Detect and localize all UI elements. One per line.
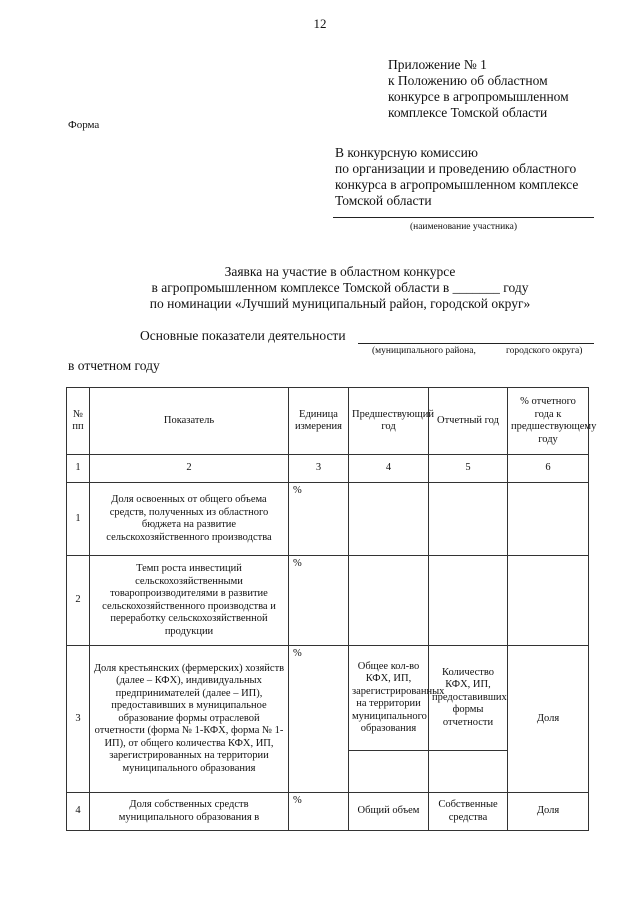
- application-title-line: Заявка на участие в областном конкурсе: [224, 264, 456, 279]
- row-indicator: Доля собственных средств муниципального образования в: [90, 793, 289, 831]
- row-unit: %: [289, 556, 349, 646]
- commission-line: В конкурсную комиссию: [335, 145, 478, 160]
- header-report-year: Отчетный год: [429, 388, 508, 455]
- municipality-name-line[interactable]: [358, 343, 594, 344]
- column-number: 1: [67, 455, 90, 483]
- row-indicator: Доля освоенных от общего объема средств, полученных из областного бюджета на развитие сельскохозяйственного производства: [90, 483, 289, 556]
- row-unit: %: [289, 793, 349, 831]
- appendix-line: Приложение № 1: [388, 57, 487, 72]
- row-report-year-cell[interactable]: [429, 751, 508, 793]
- column-number: 3: [289, 455, 349, 483]
- header-num: № пп: [67, 388, 90, 455]
- commission-line: по организации и проведению областного: [335, 161, 577, 176]
- row-percent-label: Доля: [508, 646, 589, 793]
- participant-caption: (наименование участника): [409, 222, 518, 232]
- header-indicator: Показатель: [90, 388, 289, 455]
- commission-line: конкурса в агропромышленном комплексе: [335, 177, 579, 192]
- row-prev-year-cell[interactable]: [349, 556, 429, 646]
- indicators-label: Основные показатели деятельности: [140, 328, 346, 343]
- table-row: [67, 556, 589, 646]
- row-report-year-label: Собственные средства: [429, 793, 508, 831]
- row-report-year-cell[interactable]: [429, 556, 508, 646]
- table-row: [67, 646, 589, 751]
- municipality-caption-right: городского округа): [506, 346, 583, 356]
- row-unit: %: [289, 483, 349, 556]
- table-row: [67, 793, 589, 831]
- commission-line: Томской области: [335, 193, 432, 208]
- year-label: в отчетном году: [68, 358, 160, 373]
- appendix-line: комплексе Томской области: [388, 105, 548, 120]
- row-num: 2: [67, 556, 90, 646]
- application-title: [100, 264, 580, 312]
- column-number: 5: [429, 455, 508, 483]
- municipality-caption-left: (муниципального района,: [372, 346, 476, 356]
- appendix-line: к Положению об областном: [388, 73, 548, 88]
- header-prev-year: Предшествующий год: [349, 388, 429, 455]
- row-percent-cell[interactable]: [508, 556, 589, 646]
- form-label: Форма: [68, 119, 100, 131]
- appendix-line: конкурсе в агропромышленном: [388, 89, 569, 104]
- row-percent-cell[interactable]: [508, 483, 589, 556]
- row-prev-year-label: Общий объем: [349, 793, 429, 831]
- table-row: [67, 483, 589, 556]
- row-prev-year-cell[interactable]: [349, 751, 429, 793]
- table-header-row: [67, 388, 589, 455]
- appendix-header: [388, 57, 569, 121]
- column-number-row: [67, 455, 589, 483]
- row-report-year-cell[interactable]: [429, 483, 508, 556]
- row-num: 1: [67, 483, 90, 556]
- row-percent-label: Доля: [508, 793, 589, 831]
- row-prev-year-label: Общее кол-во КФХ, ИП, зарегистрированных на территории муниципального образования: [349, 646, 429, 751]
- row-prev-year-cell[interactable]: [349, 483, 429, 556]
- application-title-line: по номинации «Лучший муниципальный район, городской округ»: [149, 296, 531, 311]
- column-number: 6: [508, 455, 589, 483]
- page-number: 12: [313, 16, 327, 31]
- row-num: 4: [67, 793, 90, 831]
- row-num: 3: [67, 646, 90, 793]
- column-number: 4: [349, 455, 429, 483]
- column-number: 2: [90, 455, 289, 483]
- application-title-line: в агропромышленном комплексе Томской области в _______ году: [151, 280, 529, 295]
- indicators-table: [66, 387, 597, 831]
- row-unit: %: [289, 646, 349, 793]
- commission-address: [335, 145, 578, 209]
- row-indicator: Темп роста инвестиций сельскохозяйственными товаропроизводителями в развитие сельскохозяйственного производства и переработку сельскохозяйственной продукции: [90, 556, 289, 646]
- header-percent: % отчетного года к предшествующему году: [508, 388, 589, 455]
- row-indicator: Доля крестьянских (фермерских) хозяйств (далее – КФХ), индивидуальных предпринимателей (далее – ИП), предоставивших в муниципальное образование формы отраслевой отчетности (форма № 1-КФХ, форма № 1-ИП), от общего количества КФХ, ИП, зарегистрированных на территории муниципального образования: [90, 646, 289, 793]
- header-unit: Единица измерения: [289, 388, 349, 455]
- row-report-year-label: Количество КФХ, ИП, предоставивших формы отчетности: [429, 646, 508, 751]
- participant-name-line[interactable]: [333, 217, 594, 218]
